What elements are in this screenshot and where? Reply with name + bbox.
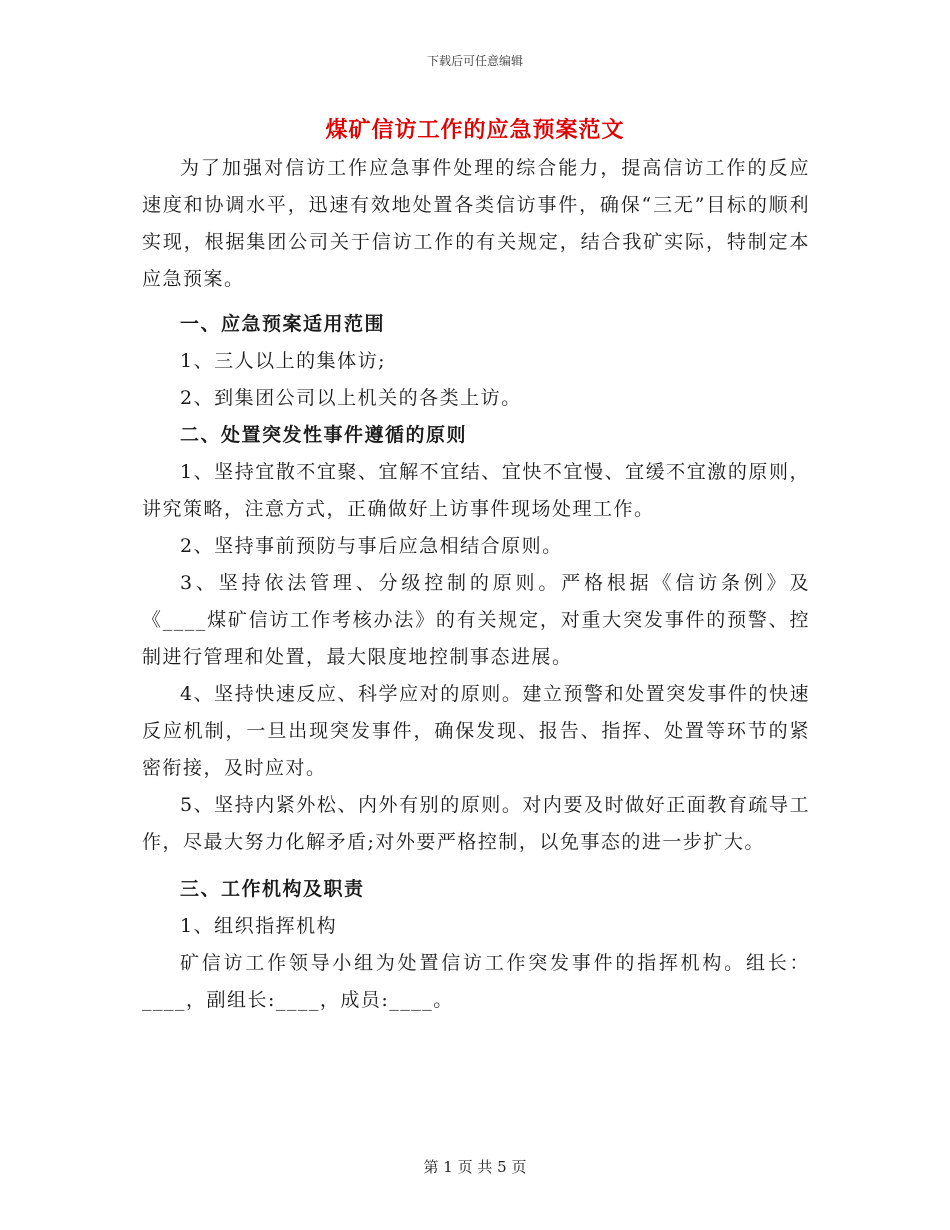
principle-paragraph: 2、坚持事前预防与事后应急相结合原则。 bbox=[180, 535, 563, 557]
principle-paragraph: 4、坚持快速反应、科学应对的原则。建立预警和处置突发事件的快速反应机制，一旦出现突发事件，确保发现、报告、指挥、处置等环节的紧密衔接，及时应对。 bbox=[142, 683, 810, 779]
header-note: 下载后可任意编辑 bbox=[426, 54, 523, 68]
intro-paragraph: 为了加强对信访工作应急事件处理的综合能力，提高信访工作的反应速度和协调水平，迅速有效地处置各类信访事件，确保“三无”目标的顺利实现，根据集团公司关于信访工作的有关规定，结合我矿实际，特制定本应急预案。 bbox=[142, 157, 810, 290]
document-body bbox=[142, 150, 810, 1019]
subsection-heading: 1、组织指挥机构 bbox=[180, 915, 338, 937]
organization-paragraph: 矿信访工作领导小组为处置信访工作突发事件的指挥机构。组长：____，副组长:____，成员:____。 bbox=[142, 952, 810, 1011]
principle-paragraph: 5、坚持内紧外松、内外有别的原则。对内要及时做好正面教育疏导工作，尽最大努力化解矛盾;对外要严格控制，以免事态的进一步扩大。 bbox=[142, 794, 810, 853]
list-item: 1、三人以上的集体访; bbox=[180, 350, 386, 372]
page-footer: 第 1 页 共 5 页 bbox=[423, 1158, 527, 1176]
section-heading-2: 二、处置突发性事件遵循的原则 bbox=[180, 424, 468, 446]
document-title: 煤矿信访工作的应急预案范文 bbox=[325, 117, 625, 143]
section-heading-3: 三、工作机构及职责 bbox=[180, 878, 365, 900]
section-heading-1: 一、应急预案适用范围 bbox=[180, 313, 386, 335]
principle-paragraph: 3、坚持依法管理、分级控制的原则。严格根据《信访条例》及《____煤矿信访工作考核办法》的有关规定，对重大突发事件的预警、控制进行管理和处置，最大限度地控制事态进展。 bbox=[142, 572, 810, 668]
principle-paragraph: 1、坚持宜散不宜聚、宜解不宜结、宜快不宜慢、宜缓不宜激的原则，讲究策略，注意方式，正确做好上访事件现场处理工作。 bbox=[142, 461, 810, 520]
list-item: 2、到集团公司以上机关的各类上访。 bbox=[180, 387, 522, 409]
